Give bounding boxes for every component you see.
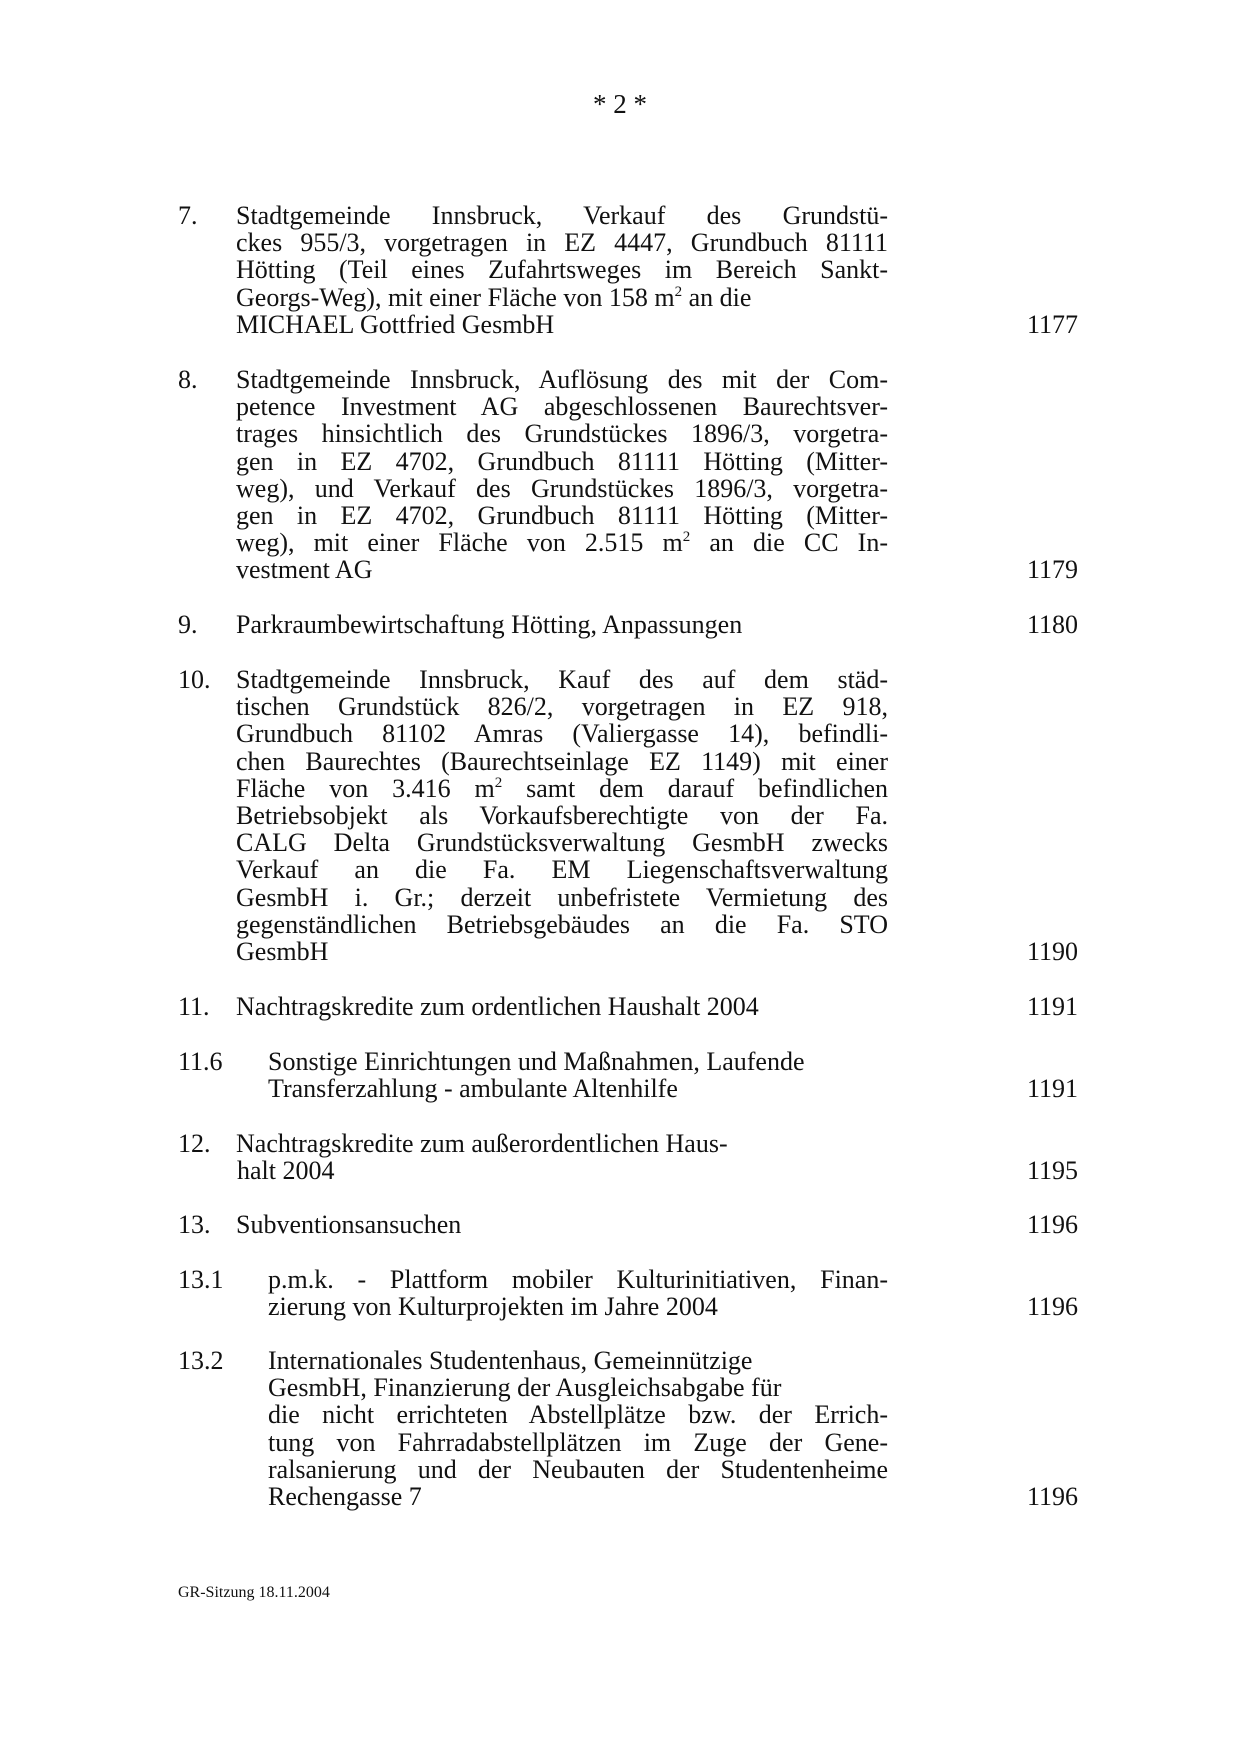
item-number: 13.1 [178, 1265, 224, 1294]
text-line: p.m.k. - Plattform mobiler Kulturinitiativen, Finan- [268, 1265, 888, 1294]
text-line: gen in EZ 4702, Grundbuch 81111 Hötting (Mitter- [236, 446, 888, 476]
text-line: Rechengasse 7 [268, 1482, 422, 1512]
item-text [268, 1266, 888, 1320]
page-number: 1196 [1026, 1482, 1078, 1511]
text-line: Stadtgemeinde Innsbruck, Auflösung des mit der Com- [236, 365, 888, 394]
text-line: Fläche von 3.416 $m^2$ samt dem darauf befindlichen [236, 773, 889, 803]
text-line: GesmbH i. Gr.; derzeit unbefristete Vermietung des [236, 882, 888, 912]
text-line: Stadtgemeinde Innsbruck, Kauf des auf dem städ- [236, 665, 888, 694]
item-text [268, 1048, 888, 1102]
text-line: gegenständlichen Betriebsgebäudes an die Fa. STO [236, 909, 888, 939]
text-line: gen in EZ 4702, Grundbuch 81111 Hötting (Mitter- [236, 501, 888, 531]
superscript: 2 [674, 283, 683, 300]
page-number: 1196 [1026, 1210, 1078, 1239]
agenda-item-11-6 [178, 1048, 1078, 1103]
text-line: Nachtragskredite zum ordentlichen Haushalt 2004 [236, 992, 759, 1021]
text-line: Parkraumbewirtschaftung Hötting, Anpassungen [236, 610, 743, 639]
text-line: trages hinsichtlich des Grundstückes 1896/3, vorgetra- [236, 419, 888, 449]
page-number: 1191 [1026, 1074, 1078, 1103]
item-text [236, 202, 888, 338]
text-line: Subventionsansuchen [236, 1210, 462, 1239]
agenda-item-13-1 [178, 1266, 1078, 1321]
item-number: 11.6 [178, 1047, 223, 1076]
text-line: Betriebsobjekt als Vorkaufsberechtigte von der Fa. [236, 801, 888, 831]
item-text [236, 611, 888, 638]
agenda-item-11 [178, 993, 1078, 1021]
item-text [236, 366, 888, 584]
text-line: die nicht errichteten Abstellplätze bzw. der Errich- [268, 1400, 888, 1430]
agenda-item-12 [178, 1130, 1078, 1185]
text-line: Hötting (Teil eines Zufahrtsweges im Bereich Sankt- [236, 255, 888, 285]
text-line: tung von Fahrradabstellplätzen im Zuge der Gene- [268, 1427, 888, 1457]
item-number: 7. [178, 201, 198, 230]
item-number: 11. [178, 992, 210, 1021]
text-line: Internationales Studentenhaus, Gemeinnützige [268, 1346, 753, 1375]
text-line: MICHAEL Gottfried GesmbH [236, 309, 555, 339]
item-number: 9. [178, 610, 198, 639]
text-line: weg), und Verkauf des Grundstückes 1896/3, vorgetra- [236, 473, 888, 503]
page-number: 1195 [1026, 1156, 1078, 1185]
item-number: 13. [178, 1210, 211, 1239]
page-marker: * 2 * [593, 89, 647, 119]
text-line: ckes 955/3, vorgetragen in EZ 4447, Grundbuch 81111 [236, 228, 888, 258]
text-line: Georgs-Weg), mit einer Fläche von 158 $m^2$ an die [236, 282, 752, 312]
item-text [236, 666, 888, 965]
page-number: 1190 [1026, 937, 1078, 966]
text-line: GesmbH [236, 937, 329, 967]
text-line: Stadtgemeinde Innsbruck, Verkauf des Grundstü- [236, 201, 888, 230]
page-number: 1180 [1026, 610, 1078, 639]
page-number: 1191 [1026, 992, 1078, 1021]
text-line: zierung von Kulturprojekten im Jahre 2004 [268, 1292, 718, 1322]
item-text [236, 993, 888, 1020]
item-text [236, 1211, 888, 1238]
item-text [236, 1130, 888, 1184]
page-number: 1179 [1026, 555, 1078, 584]
text-line: Nachtragskredite zum außerordentlichen Haus- [236, 1129, 728, 1158]
text-line: GesmbH, Finanzierung der Ausgleichsabgabe für [268, 1373, 782, 1403]
item-number: 8. [178, 365, 198, 394]
text-line: Verkauf an die Fa. EM Liegenschaftsverwaltung [236, 855, 888, 885]
item-number: 10. [178, 665, 211, 694]
text-line: petence Investment AG abgeschlossenen Baurechtsver- [236, 392, 888, 422]
text-line: Sonstige Einrichtungen und Maßnahmen, Laufende [268, 1047, 805, 1076]
footer-session-date: GR-Sitzung 18.11.2004 [178, 1584, 330, 1601]
agenda-item-7 [178, 202, 1078, 338]
agenda-item-10 [178, 666, 1078, 966]
text-line: halt 2004 [237, 1156, 335, 1186]
text-line: Transferzahlung - ambulante Altenhilfe [268, 1074, 678, 1104]
agenda-item-9 [178, 611, 1078, 639]
text-line: tischen Grundstück 826/2, vorgetragen in EZ 918, [236, 692, 888, 722]
agenda-item-13 [178, 1211, 1078, 1239]
text-line: Grundbuch 81102 Amras (Valiergasse 14), befindli- [236, 719, 888, 749]
item-text [268, 1347, 888, 1510]
text-line: vestment AG [236, 555, 373, 585]
text-line: ralsanierung und der Neubauten der Studentenheime [268, 1454, 888, 1484]
item-number: 13.2 [178, 1346, 224, 1375]
page-number: 1196 [1026, 1292, 1078, 1321]
item-number: 12. [178, 1129, 211, 1158]
page-number: 1177 [1026, 310, 1078, 339]
superscript: 2 [494, 774, 503, 791]
text-line: weg), mit einer Fläche von 2.515 $m^2$ an die CC In- [236, 528, 888, 558]
text-line: CALG Delta Grundstücksverwaltung GesmbH zwecks [236, 828, 888, 858]
agenda-item-8 [178, 366, 1078, 584]
agenda-item-13-2 [178, 1347, 1078, 1511]
superscript: 2 [682, 529, 691, 546]
text-line: chen Baurechtes (Baurechtseinlage EZ 1149) mit einer [236, 746, 888, 776]
